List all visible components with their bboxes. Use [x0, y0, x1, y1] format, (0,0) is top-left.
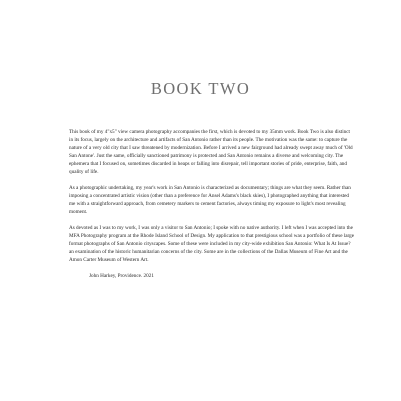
page-title: BOOK TWO	[150, 79, 251, 98]
paragraph-3: As devoted as I was to my work, I was only a visitor to San Antonio; I spoke with no native authority. I left when I was accepted into the MFA Photography program at the Rhode Island School of Design. My application to that prestigious school was a portfolio of these large format photographs of San Antonio cityscapes. Some of these were included in my city-wide exhibition San Antonio: What Is At Issue? an examination of the historic humanitarian concerns of the city. Some are in the collections of the Dallas Museum of Fine Art and the Amon Carter Museum of Western Art.	[69, 225, 355, 263]
paragraph-2: As a photographic undertaking, my year's work in San Antonio is characterized as documentary; things are what they seem. Rather than imposing a concentrated artistic vision (other than a preference for Ansel Adams's black skies), I photographed anything that interested me with a straightforward approach, from cemetery markers to cement factories, always timing my exposure to light's most revealing moment.	[69, 185, 351, 215]
paragraph-1: This book of my 4"x5" view camera photography accompanies the first, which is devoted to my 35mm work. Book Two is also distinct in its focus, largely on the architecture and artifacts of San Antonio rather than its people. The motivation was the same: to capture the nature of a very old city that I saw threatened by modernization. Before I arrived a new fairground had already swept away much of 'Old San Antone'. Just the same, officially sanctioned patrimony is protected and San Antonio remains a diverse and welcoming city. The ephemera that I focused on, sometimes discarded in heaps or falling into disrepair, tell important stories of pride, enterprise, faith, and quality of life.	[69, 129, 353, 175]
signature: John Harkey, Providence. 2021	[89, 273, 154, 279]
body-text	[69, 128, 355, 280]
